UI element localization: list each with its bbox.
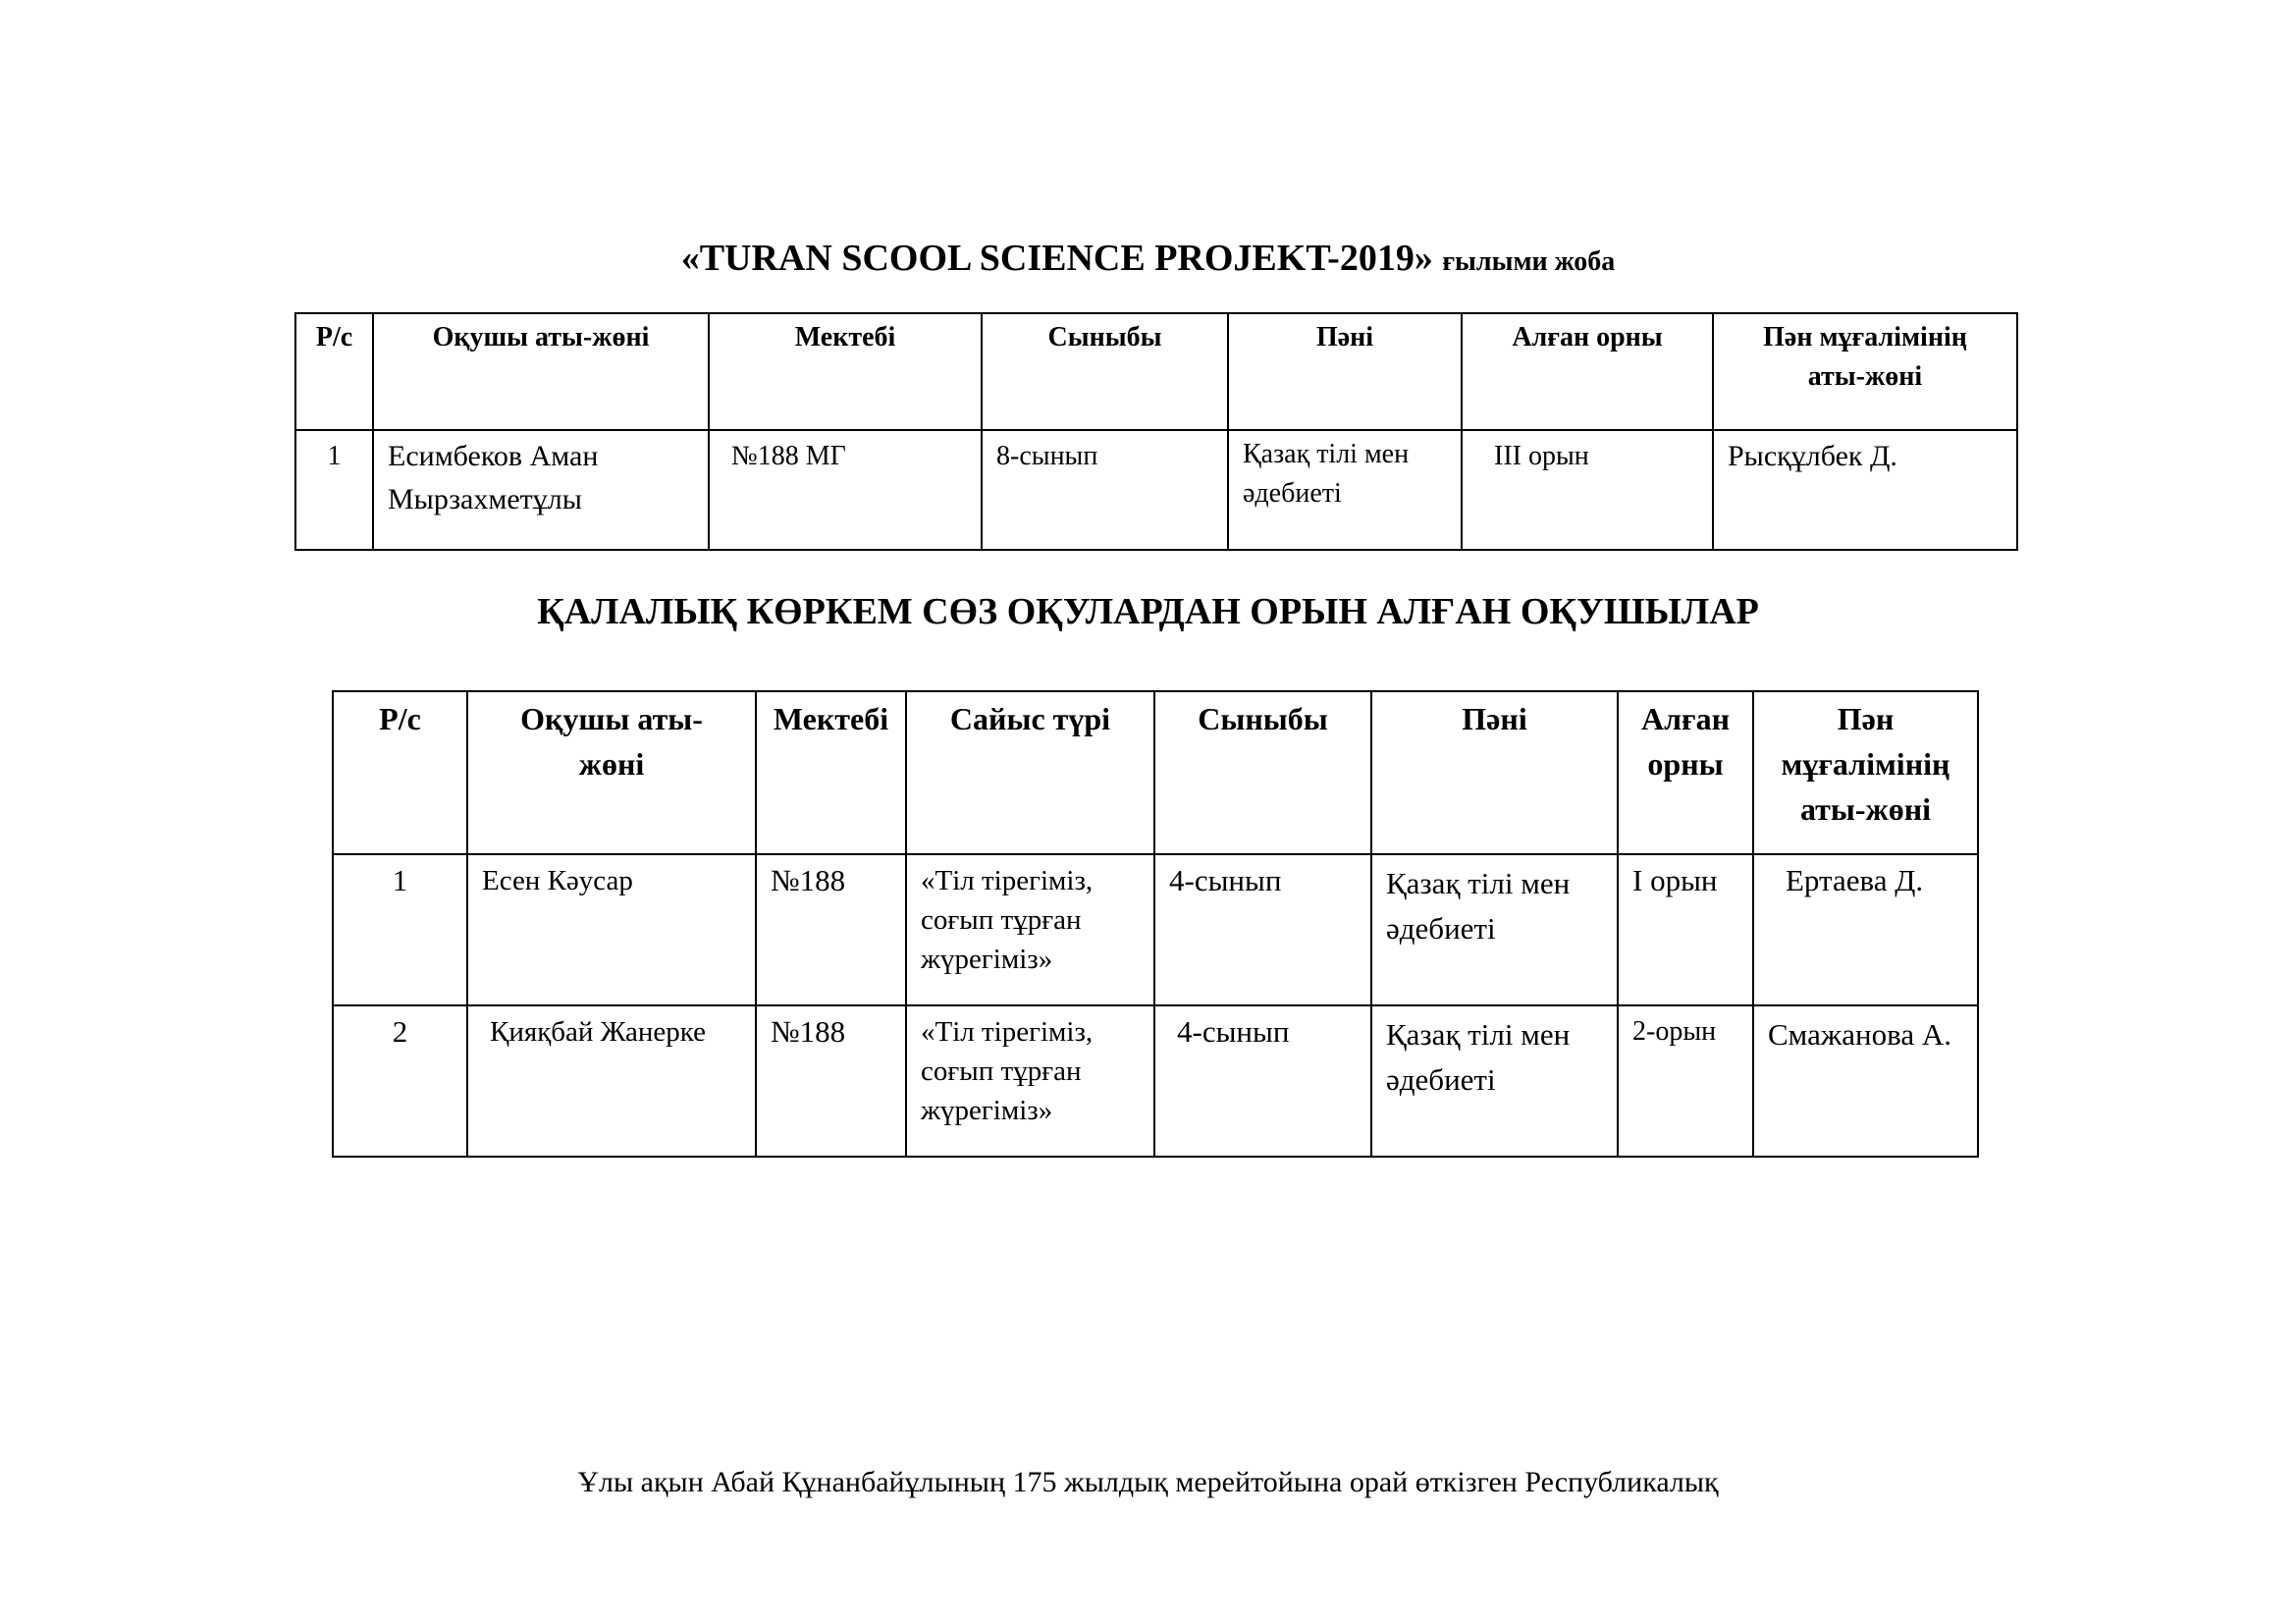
- cell-student-name: Есен Кәусар: [467, 854, 756, 1005]
- header-place: Алған орны: [1618, 691, 1753, 854]
- section1-title-main: «TURAN SCOOL SCIENCE PROJEKT-2019»: [680, 238, 1433, 279]
- section1-title: [0, 234, 2296, 287]
- cell-place: I орын: [1618, 854, 1753, 1005]
- table-row: [295, 430, 2017, 550]
- cell-student-name: Есимбеков Аман Мырзахметұлы: [373, 430, 709, 550]
- science-project-table: [294, 312, 2018, 551]
- header-subject: Пәні: [1228, 313, 1462, 430]
- cell-place: 2-орын: [1618, 1005, 1753, 1157]
- header-student-name: Оқушы аты-жөні: [373, 313, 709, 430]
- section2-title: ҚАЛАЛЫҚ КӨРКЕМ СӨЗ ОҚУЛАРДАН ОРЫН АЛҒАН ОҚУШЫЛАР: [537, 591, 1759, 632]
- header-student-name: Оқушы аты-жөні: [467, 691, 756, 854]
- cell-subject: Қазақ тілі мен әдебиеті: [1371, 1005, 1618, 1157]
- cell-student-name: Қияқбай Жанерке: [467, 1005, 756, 1157]
- header-subject: Пәні: [1371, 691, 1618, 854]
- header-school: Мектебі: [756, 691, 906, 854]
- cell-contest-type: «Тіл тірегіміз, соғып тұрған жүрегіміз»: [906, 1005, 1154, 1157]
- header-school: Мектебі: [709, 313, 982, 430]
- header-num: Р/с: [333, 691, 467, 854]
- cell-school: №188: [756, 1005, 906, 1157]
- recitation-winners-table: [332, 690, 1979, 1158]
- cell-grade: 8-сынып: [982, 430, 1228, 550]
- table-header-row: [295, 313, 2017, 430]
- header-contest-type: Сайыс түрі: [906, 691, 1154, 854]
- cell-subject: Қазақ тілі мен әдебиеті: [1371, 854, 1618, 1005]
- header-grade: Сыныбы: [1154, 691, 1371, 854]
- cell-place: III орын: [1462, 430, 1713, 550]
- cell-teacher: Рысқұлбек Д.: [1713, 430, 2017, 550]
- cell-num: 1: [295, 430, 373, 550]
- table-header-row: [333, 691, 1978, 854]
- cell-num: 1: [333, 854, 467, 1005]
- table-row: [333, 854, 1978, 1005]
- cell-grade: 4-сынып: [1154, 1005, 1371, 1157]
- cell-school: №188: [756, 854, 906, 1005]
- header-teacher: Пән мұғалімінің аты-жөні: [1713, 313, 2017, 430]
- cell-grade: 4-сынып: [1154, 854, 1371, 1005]
- header-num: Р/с: [295, 313, 373, 430]
- cell-num: 2: [333, 1005, 467, 1157]
- section1-title-sub: ғылыми жоба: [1442, 246, 1616, 277]
- header-teacher: Пән мұғалімінің аты-жөні: [1753, 691, 1978, 854]
- cell-teacher: Ертаева Д.: [1753, 854, 1978, 1005]
- cell-school: №188 МГ: [709, 430, 982, 550]
- cell-teacher: Смажанова А.: [1753, 1005, 1978, 1157]
- cell-subject: Қазақ тілі мен әдебиеті: [1228, 430, 1462, 550]
- header-grade: Сыныбы: [982, 313, 1228, 430]
- footer-text: Ұлы ақын Абай Құнанбайұлының 175 жылдық мерейтойына орай өткізген Республикалық: [577, 1466, 1719, 1498]
- cell-contest-type: «Тіл тірегіміз, соғып тұрған жүрегіміз»: [906, 854, 1154, 1005]
- header-place: Алған орны: [1462, 313, 1713, 430]
- table-row: [333, 1005, 1978, 1157]
